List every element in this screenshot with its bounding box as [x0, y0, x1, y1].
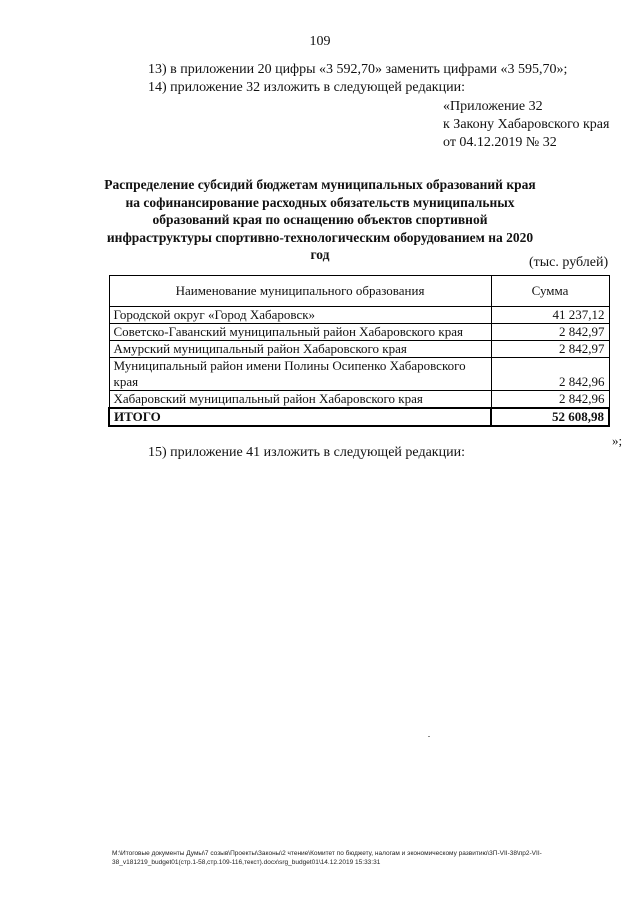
row-name: Городской округ «Город Хабаровск»	[109, 307, 491, 324]
row-sum: 2 842,96	[491, 391, 609, 409]
table-header-row	[109, 276, 609, 307]
table-row	[109, 391, 609, 409]
row-sum: 2 842,97	[491, 341, 609, 358]
appendix-note-line: «Приложение 32	[443, 99, 543, 114]
appendix-note-line: от 04.12.2019 № 32	[443, 135, 557, 150]
table-row	[109, 358, 609, 391]
units-label: (тыс. рублей)	[529, 255, 609, 270]
total-sum: 52 608,98	[491, 408, 609, 426]
amendment-item-14: 14) приложение 32 изложить в следующей редакции:	[148, 80, 465, 95]
row-name: Советско-Гаванский муниципальный район Хабаровского края	[109, 324, 491, 341]
amendment-item-15: 15) приложение 41 изложить в следующей редакции:	[148, 445, 465, 460]
scan-speck	[428, 736, 430, 737]
header-name: Наименование муниципального образования	[109, 276, 491, 307]
appendix-note	[443, 98, 609, 152]
closing-quote-mark: »;	[612, 433, 623, 448]
page-number: 109	[309, 34, 331, 49]
total-label: ИТОГО	[109, 408, 491, 426]
header-sum: Сумма	[491, 276, 609, 307]
amendment-item-13: 13) в приложении 20 цифры «3 592,70» заменить цифрами «3 595,70»;	[148, 62, 568, 77]
table-row	[109, 324, 609, 341]
appendix-note-line: к Закону Хабаровского края	[443, 117, 610, 132]
row-name: Хабаровский муниципальный район Хабаровского края	[109, 391, 491, 409]
table-row	[109, 307, 609, 324]
row-sum: 41 237,12	[491, 307, 609, 324]
row-name: Амурский муниципальный район Хабаровского края	[109, 341, 491, 358]
document-title: Распределение субсидий бюджетам муниципальных образований края на софинансирование расходных обязательств муниципальных образований края по оснащению объектов спортивной инфраструктуры спортивно-технологическим оборудованием на 2020 год	[104, 177, 536, 262]
row-sum: 2 842,97	[491, 324, 609, 341]
table-total-row	[109, 408, 609, 426]
row-name: Муниципальный район имени Полины Осипенко Хабаровского края	[109, 358, 491, 391]
table-row	[109, 341, 609, 358]
footer-file-path: M:\Итоговые документы Думы\7 созыв\Проекты\Законы\2 чтение\Комитет по бюджету, налогам и экономическому развитию\3П-VII-38\пр2-VII-38_v181219_budget01(стр.1-58,стр.109-116,текст).docx\srg_budget01\14.12.2019 15:33:31	[112, 850, 542, 866]
row-sum: 2 842,96	[491, 358, 609, 391]
subsidy-table	[108, 275, 610, 427]
